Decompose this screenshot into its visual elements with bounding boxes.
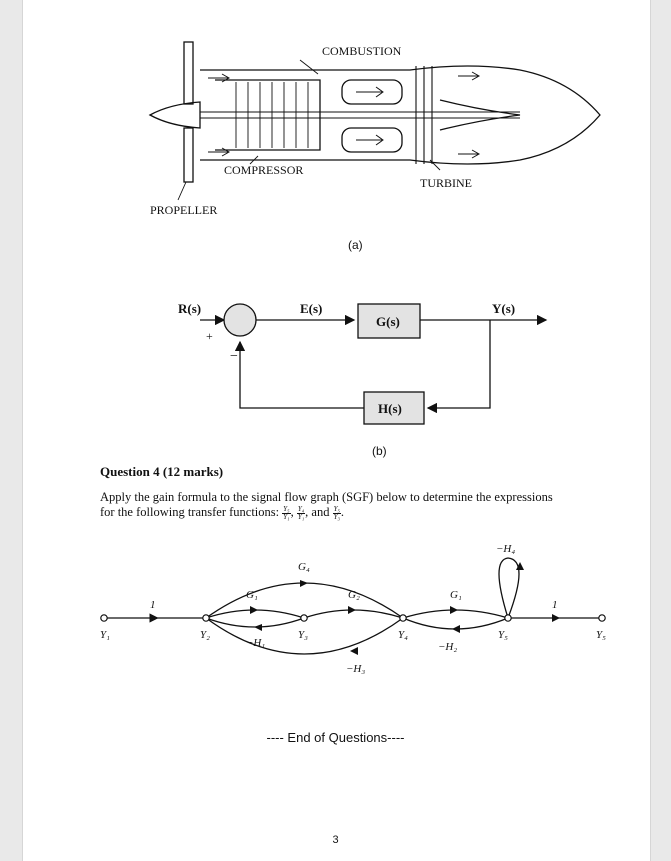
gain-1b: 1	[552, 599, 558, 611]
compressor-label: COMPRESSOR	[224, 163, 304, 177]
caption-b: (b)	[372, 444, 387, 458]
fraction-y5-y1: $\frac{\text{Y₅}}{\text{Y₁}}$	[283, 504, 290, 521]
summing-junction	[224, 304, 256, 336]
gain-h4: −H₄	[496, 543, 516, 555]
node-label-y4: Y₄	[398, 629, 408, 641]
e-label: E(s)	[300, 301, 323, 316]
y-label: Y(s)	[492, 301, 516, 316]
fraction-y4-y1: $\frac{\text{Y₄}}{\text{Y₁}}$	[297, 504, 305, 521]
propeller-label: PROPELLER	[150, 203, 218, 217]
question-line-2-prefix: for the following transfer functions:	[100, 505, 280, 519]
minus-sign: −	[230, 349, 238, 364]
branch-g4	[206, 583, 403, 618]
plus-sign: +	[206, 329, 213, 343]
node-label-y3: Y₃	[298, 629, 308, 641]
node-y2	[203, 615, 209, 621]
node-label-y5-out: Y₅	[596, 629, 606, 641]
turbine-label: TURBINE	[420, 176, 472, 190]
question-line-1: Apply the gain formula to the signal flow graph (SGF) below to determine the expressions	[100, 490, 553, 504]
question-body	[100, 490, 620, 521]
node-y1	[101, 615, 107, 621]
propeller-blade-lower	[184, 128, 193, 182]
g-label: G(s)	[376, 314, 400, 329]
h-label: H(s)	[378, 401, 402, 416]
gain-h3: −H₃	[346, 663, 366, 675]
gain-g1b: G₁	[450, 589, 462, 601]
page-number: 3	[332, 834, 339, 846]
node-y5-out	[599, 615, 605, 621]
branch-h1	[206, 618, 304, 627]
end-of-questions: ---- End of Questions----	[266, 730, 405, 745]
node-y4	[400, 615, 406, 621]
r-label: R(s)	[178, 301, 202, 316]
compressor-stages	[236, 82, 308, 148]
node-y3	[301, 615, 307, 621]
branch-h4-self-loop	[499, 558, 519, 618]
fraction-y5-y3: $\frac{\text{Y₅}}{\text{Y₃}}$	[333, 504, 340, 521]
gain-h2: −H₂	[438, 641, 458, 653]
gain-g2: G₂	[348, 589, 360, 601]
node-label-y5: Y₅	[498, 629, 508, 641]
question-line-2: for the following transfer functions: $\frac{\text{Y₅}}{\text{Y₁}}$ , $\frac{\text{Y₄}}{\text{Y₁}}$ , and $\frac{\text{Y₅}}{\text{Y₃}}$ .	[100, 504, 345, 521]
node-y5	[505, 615, 511, 621]
feedback-return	[240, 342, 364, 408]
engine-diagram	[0, 0, 671, 260]
node-label-y1: Y₁	[100, 629, 110, 641]
question-title: Question 4 (12 marks)	[100, 464, 224, 479]
gain-g1a: G₁	[246, 589, 258, 601]
signal-flow-graph	[0, 540, 671, 690]
feedback-path	[428, 320, 490, 408]
combustion-label: COMBUSTION	[322, 44, 402, 58]
gain-g4: G₄	[298, 561, 310, 573]
and-word: and	[311, 505, 330, 519]
caption-a: (a)	[348, 238, 363, 252]
spinner	[150, 102, 200, 128]
node-label-y2: Y₂	[200, 629, 210, 641]
block-diagram	[0, 280, 671, 460]
turbine-stages	[416, 66, 432, 164]
gain-h1: −H₁	[246, 637, 266, 649]
gain-1a: 1	[150, 599, 156, 611]
propeller-blade-upper	[184, 42, 193, 104]
